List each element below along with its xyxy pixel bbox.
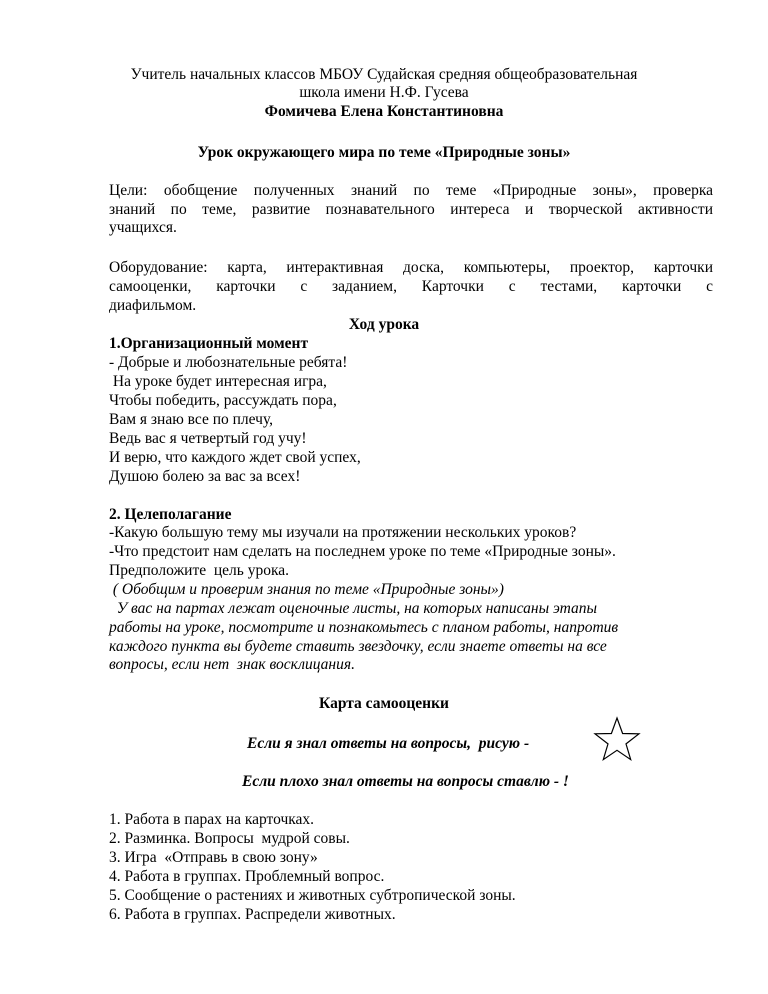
- goals-line-3: учащихся.: [109, 219, 177, 236]
- italic-line: У вас на партах лежат оценочные листы, на которых написаны этапы: [109, 600, 597, 617]
- poem-line: Чтобы победить, рассуждать пора,: [109, 392, 337, 409]
- header-line-2: школа имени Н.Ф. Гусева: [299, 84, 469, 101]
- plan-item: 6. Работа в группах. Распредели животных.: [109, 906, 396, 923]
- plan-item: 1. Работа в парах на карточках.: [109, 811, 315, 828]
- poem-line: На уроке будет интересная игра,: [109, 373, 327, 390]
- plan-item: 3. Игра «Отправь в свою зону»: [109, 849, 318, 866]
- lesson-title: Урок окружающего мира по теме «Природные зоны»: [197, 144, 571, 161]
- section1-heading: 1.Организационный момент: [109, 335, 309, 352]
- goals-line-2: знаний по теме, развитие познавательного интереса и творческой активности: [109, 201, 713, 218]
- goals-line-1: Цели: обобщение полученных знаний по теме «Природные зоны», проверка: [109, 182, 713, 199]
- section2-heading: 2. Целеполагание: [109, 506, 232, 523]
- self-assessment-heading: Карта самооценки: [319, 695, 449, 712]
- question-line: -Что предстоит нам сделать на последнем уроке по теме «Природные зоны».: [109, 543, 616, 560]
- poem-line: - Добрые и любознательные ребята!: [109, 354, 348, 371]
- star-instruction: Если я знал ответы на вопросы, рисую -: [247, 735, 530, 752]
- star-outline-icon: [592, 716, 642, 762]
- author-name: Фомичева Елена Константиновна: [264, 103, 504, 120]
- question-line: -Какую большую тему мы изучали на протяжении нескольких уроков?: [109, 524, 577, 541]
- plan-item: 2. Разминка. Вопросы мудрой совы.: [109, 830, 350, 847]
- italic-line: работы на уроке, посмотрите и познакомьтесь с планом работы, напротив: [109, 619, 619, 636]
- exclamation-instruction: Если плохо знал ответы на вопросы ставлю - !: [242, 773, 569, 790]
- equipment-line-3: диафильмом.: [109, 297, 197, 314]
- question-line: Предположите цель урока.: [109, 562, 290, 579]
- course-heading: Ход урока: [348, 316, 420, 333]
- italic-line: ( Обобщим и проверим знания по теме «Природные зоны»): [109, 581, 504, 598]
- italic-line: каждого пункта вы будете ставить звездочку, если знаете ответы на все: [109, 638, 607, 655]
- plan-item: 5. Сообщение о растениях и животных субтропической зоны.: [109, 887, 516, 904]
- poem-line: И верю, что каждого ждет свой успех,: [109, 449, 361, 466]
- equipment-line-2: самооценки, карточки с заданием, Карточки с тестами, карточки с: [109, 278, 713, 295]
- plan-item: 4. Работа в группах. Проблемный вопрос.: [109, 868, 385, 885]
- poem-line: Душою болею за вас за всех!: [109, 468, 301, 485]
- poem-line: Вам я знаю все по плечу,: [109, 411, 274, 428]
- italic-line: вопросы, если нет знак восклицания.: [109, 656, 355, 673]
- header-line-1: Учитель начальных классов МБОУ Судайская средняя общеобразовательная: [130, 66, 638, 83]
- equipment-line-1: Оборудование: карта, интерактивная доска, компьютеры, проектор, карточки: [109, 259, 713, 276]
- poem-line: Ведь вас я четвертый год учу!: [109, 430, 307, 447]
